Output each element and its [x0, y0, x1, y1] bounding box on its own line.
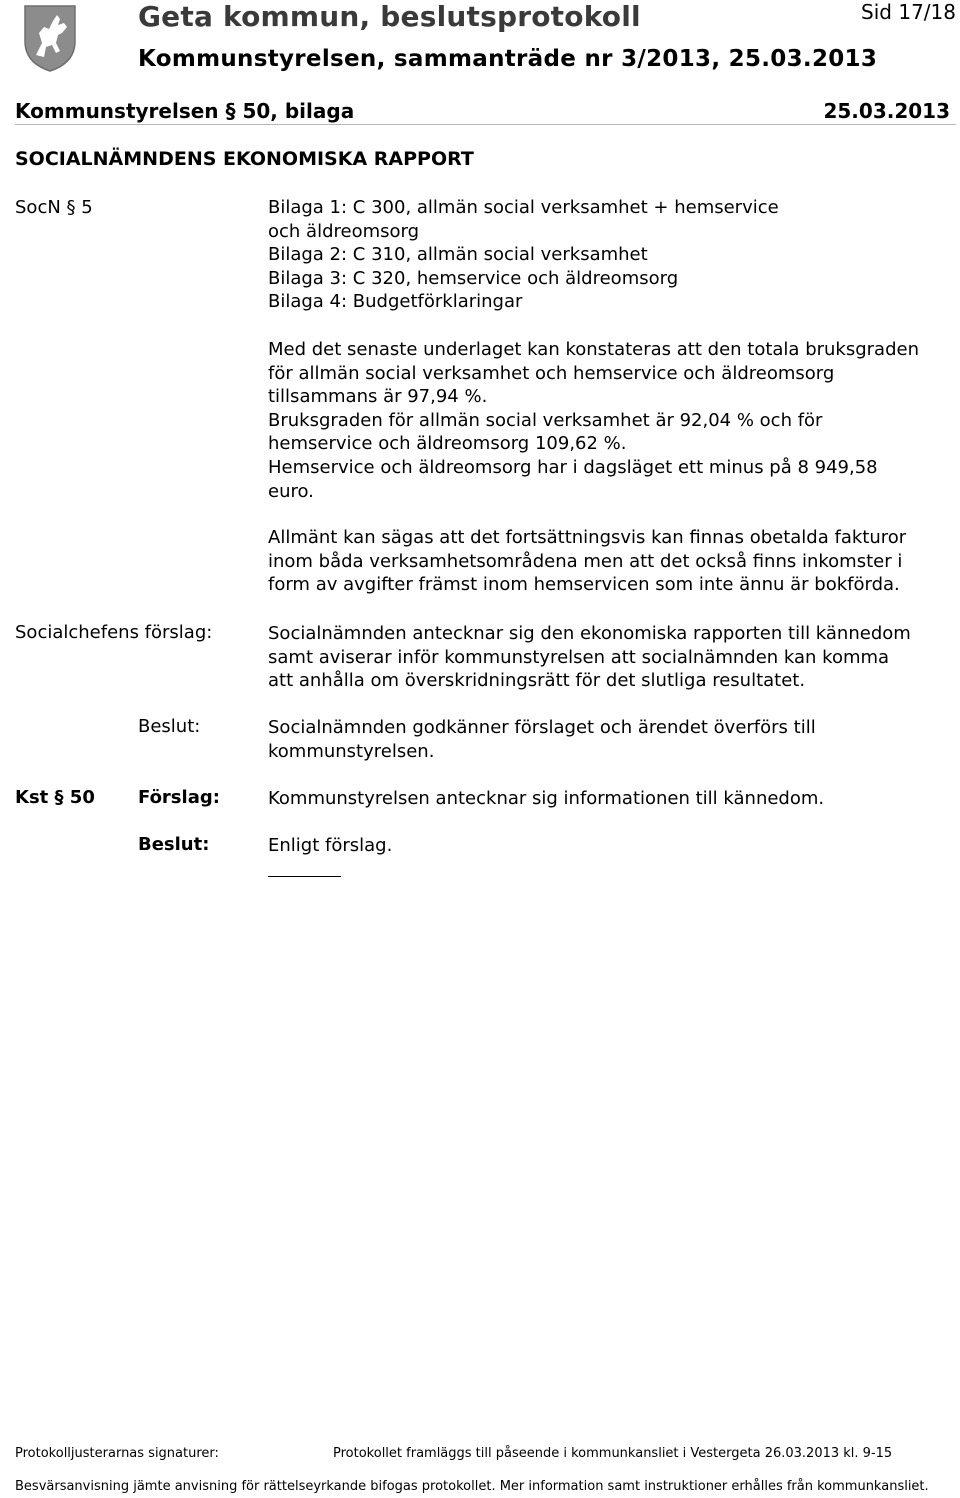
- decision-line: Socialnämnden godkänner förslaget och ärendet överförs till: [268, 717, 816, 738]
- attachments-list: [268, 196, 779, 314]
- section-date: 25.03.2013: [823, 99, 950, 123]
- socn-label: SocN § 5: [15, 197, 93, 218]
- footer-notice: Protokollet framläggs till påseende i kommunkansliet i Vestergeta 26.03.2013 kl. 9-15: [333, 1446, 893, 1461]
- paragraph-line: Med det senaste underlaget kan konstateras att den totala bruksgraden: [268, 339, 919, 360]
- kst-decision-text: Enligt förslag.: [268, 835, 393, 856]
- document-title: Geta kommun, beslutsprotokoll: [138, 0, 641, 33]
- footer-signatures: Protokolljusterarnas signaturer:: [15, 1446, 219, 1461]
- decision-line: kommunstyrelsen.: [268, 740, 435, 762]
- proposal-label: Socialchefens förslag:: [15, 622, 213, 643]
- paragraph-line: Hemservice och äldreomsorg har i dagsläget ett minus på 8 949,58: [268, 456, 878, 478]
- decision-text: [268, 716, 816, 763]
- paragraph-line: för allmän social verksamhet och hemservice och äldreomsorg: [268, 362, 835, 384]
- attachment-line: Bilaga 3: C 320, hemservice och äldreomsorg: [268, 267, 679, 289]
- page-number: Sid 17/18: [861, 0, 956, 24]
- kst-label: Kst § 50: [15, 787, 95, 808]
- section-label: Kommunstyrelsen § 50, bilaga: [15, 99, 355, 123]
- paragraph-line: inom båda verksamhetsområdena men att det också finns inkomster i: [268, 550, 903, 572]
- end-rule: [268, 876, 341, 877]
- proposal-text: [268, 622, 911, 693]
- paragraph-line: hemservice och äldreomsorg 109,62 %.: [268, 433, 627, 455]
- attachment-line: Bilaga 1: C 300, allmän social verksamhet + hemservice: [268, 197, 779, 218]
- report-heading: SOCIALNÄMNDENS EKONOMISKA RAPPORT: [15, 148, 474, 170]
- header-divider: [15, 124, 956, 125]
- paragraph-line: euro.: [268, 480, 314, 502]
- decision-label: Beslut:: [138, 716, 201, 737]
- footer-appeal: Besvärsanvisning jämte anvisning för rättelseyrkande bifogas protokollet. Mer information samt instruktioner erhålles från kommunkansliet.: [15, 1479, 929, 1494]
- report-paragraph-1: [268, 338, 919, 503]
- attachment-line: och äldreomsorg: [268, 220, 420, 242]
- paragraph-line: Allmänt kan sägas att det fortsättningsvis kan finnas obetalda fakturor: [268, 527, 907, 548]
- meeting-subtitle: Kommunstyrelsen, sammanträde nr 3/2013, 25.03.2013: [138, 46, 878, 72]
- paragraph-line: form av avgifter främst inom hemservicen som inte ännu är bokförda.: [268, 574, 900, 596]
- paragraph-line: tillsammans är 97,94 %.: [268, 386, 488, 408]
- report-paragraph-2: [268, 526, 906, 597]
- attachment-line: Bilaga 2: C 310, allmän social verksamhet: [268, 244, 648, 266]
- proposal-line: Socialnämnden antecknar sig den ekonomiska rapporten till kännedom: [268, 623, 911, 644]
- coat-of-arms-icon: [22, 3, 78, 73]
- paragraph-line: Bruksgraden för allmän social verksamhet är 92,04 % och för: [268, 409, 823, 431]
- proposal-line: samt aviserar inför kommunstyrelsen att socialnämnden kan komma: [268, 646, 890, 668]
- kst-proposal-label: Förslag:: [138, 787, 220, 808]
- attachment-line: Bilaga 4: Budgetförklaringar: [268, 291, 523, 313]
- kst-proposal-text: Kommunstyrelsen antecknar sig informationen till kännedom.: [268, 788, 825, 809]
- kst-decision-label: Beslut:: [138, 834, 210, 855]
- proposal-line: att anhålla om överskridningsrätt för det slutliga resultatet.: [268, 670, 806, 692]
